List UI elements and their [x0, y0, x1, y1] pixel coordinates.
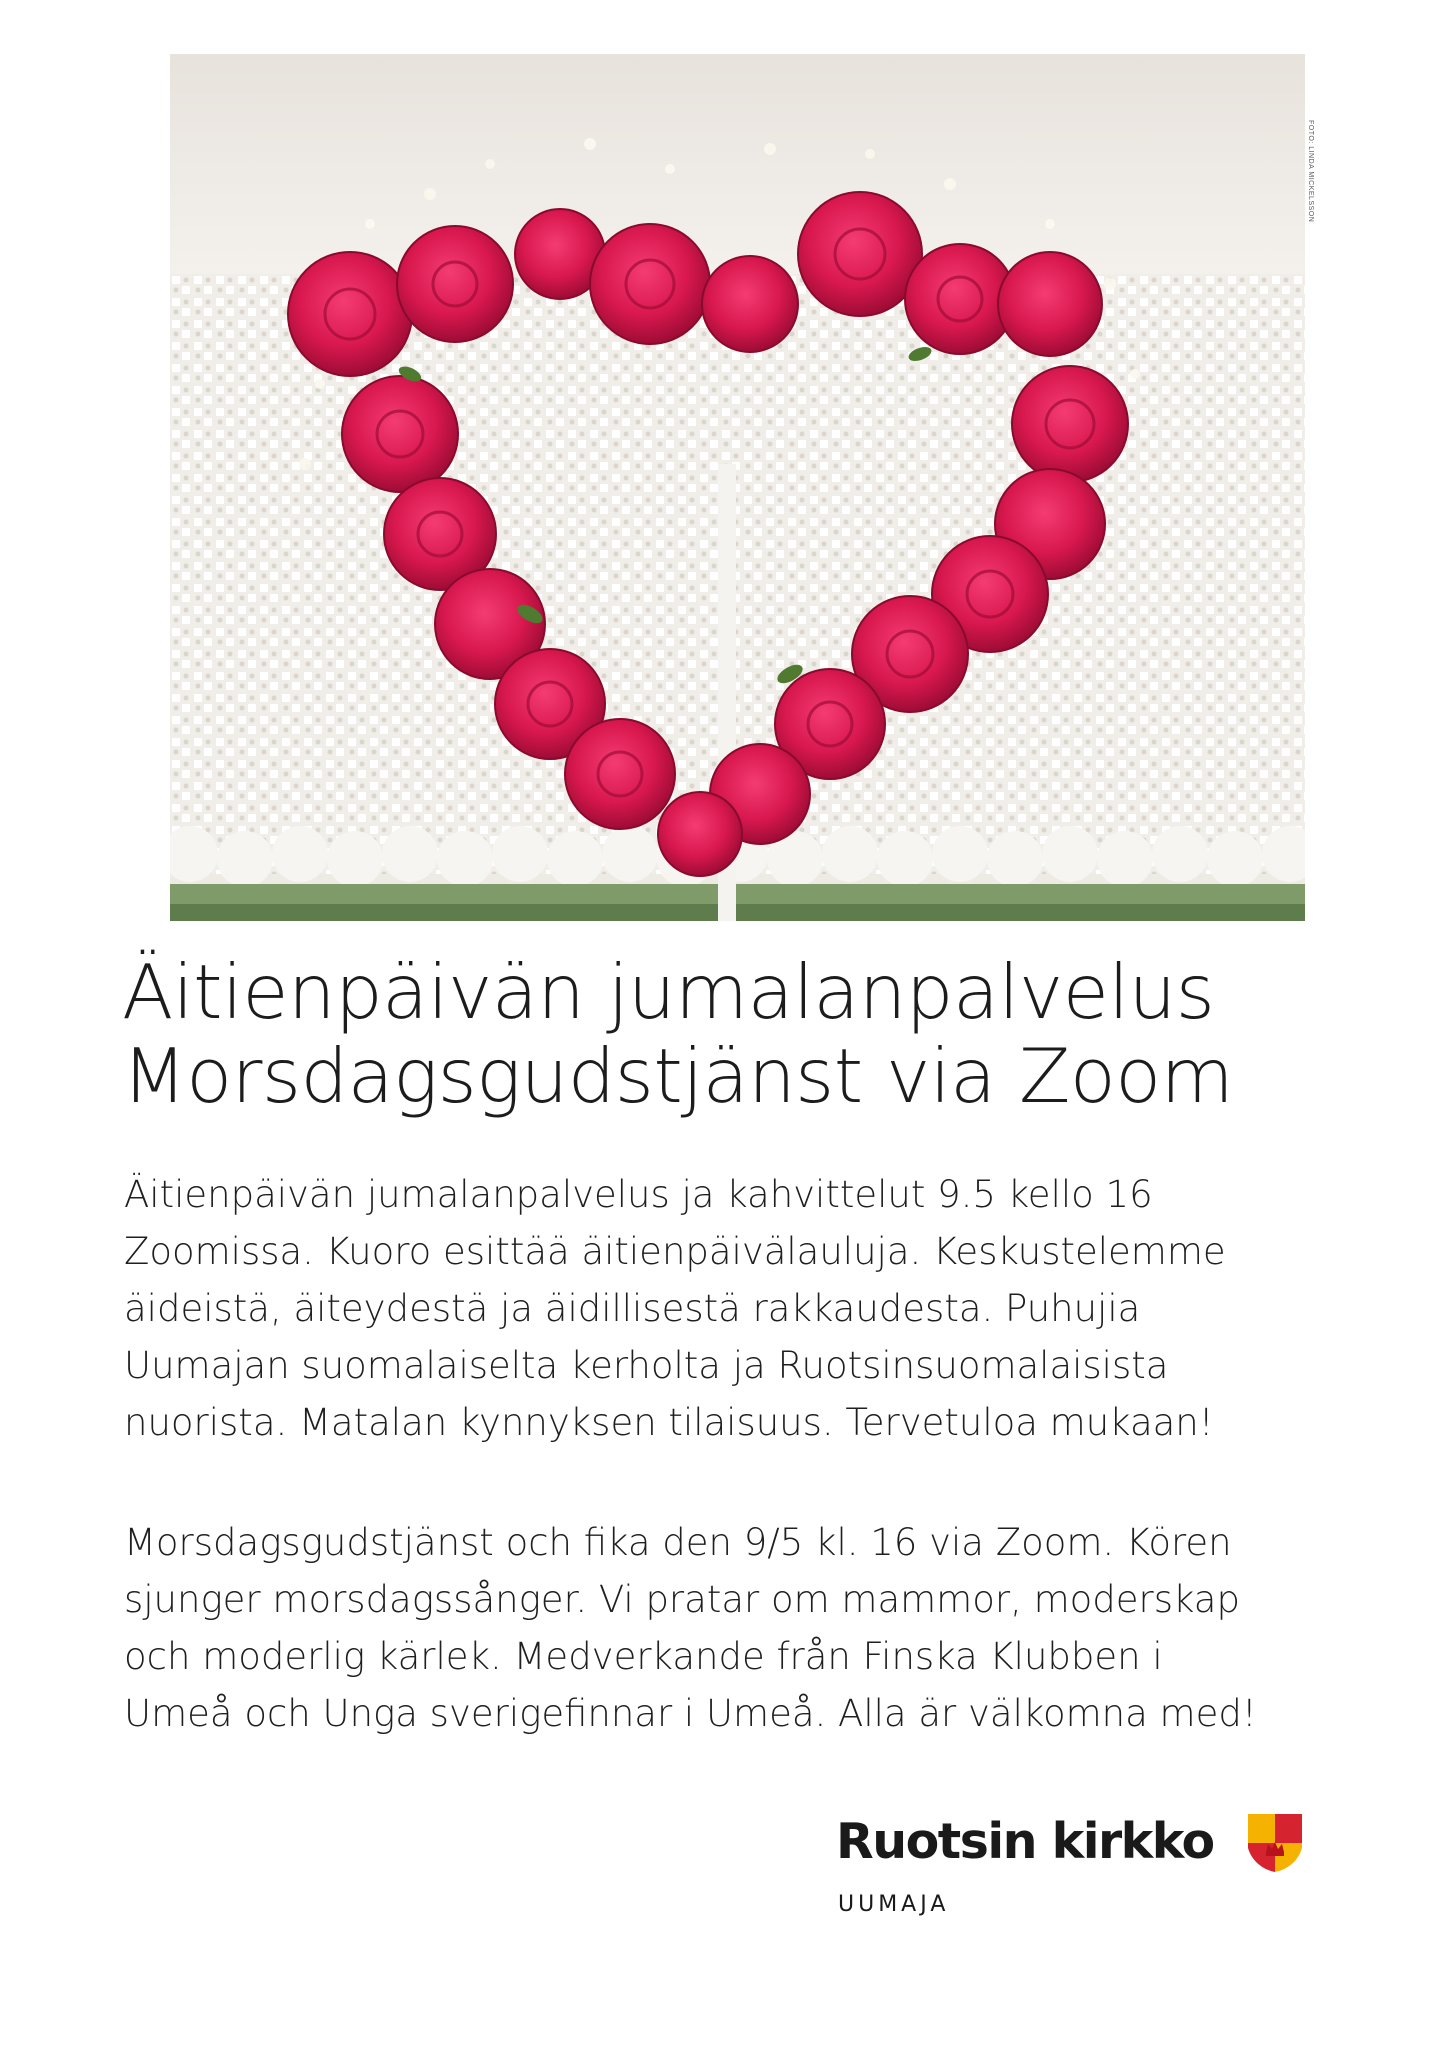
paragraph-line: Äitienpäivän jumalanpalvelus ja kahvittelut 9.5 kello 16	[124, 1173, 1153, 1216]
church-logo	[836, 1812, 1316, 1932]
paragraph-line: äideistä, äiteydestä ja äidillisestä rakkaudesta. Puhujia	[124, 1287, 1141, 1330]
paragraph-line: nuorista. Matalan kynnyksen tilaisuus. Tervetuloa mukaan!	[124, 1401, 1214, 1444]
hero-photo	[170, 54, 1305, 921]
logo-location: UUMAJA	[838, 1892, 950, 1917]
paragraph-line: och moderlig kärlek. Medverkande från Finska Klubben i	[124, 1635, 1163, 1678]
finnish-paragraph	[124, 1166, 1344, 1451]
paragraph-line: Zoomissa. Kuoro esittää äitienpäivälauluja. Keskustelemme	[124, 1230, 1226, 1273]
paragraph-line: Uumajan suomalaiselta kerholta ja Ruotsinsuomalaisista	[124, 1344, 1169, 1387]
paragraph-line: Morsdagsgudstjänst och fika den 9/5 kl. 16 via Zoom. Kören	[124, 1521, 1232, 1564]
photo-credit: FOTO: LINDA MICKELSSON	[1307, 120, 1314, 223]
paragraph-line: Umeå och Unga sverigefinnar i Umeå. Alla är välkomna med!	[124, 1692, 1257, 1735]
church-shield-icon	[1246, 1812, 1304, 1874]
page-title	[122, 950, 1342, 1118]
swedish-paragraph	[124, 1514, 1344, 1742]
title-finnish: Äitienpäivän jumalanpalvelus	[122, 948, 1215, 1036]
paragraph-line: sjunger morsdagssånger. Vi pratar om mammor, moderskap	[124, 1578, 1240, 1621]
rose-heart-image	[170, 54, 1305, 921]
logo-wordmark: Ruotsin kirkko	[836, 1813, 1214, 1870]
title-swedish: Morsdagsgudstjänst via Zoom	[122, 1032, 1234, 1120]
